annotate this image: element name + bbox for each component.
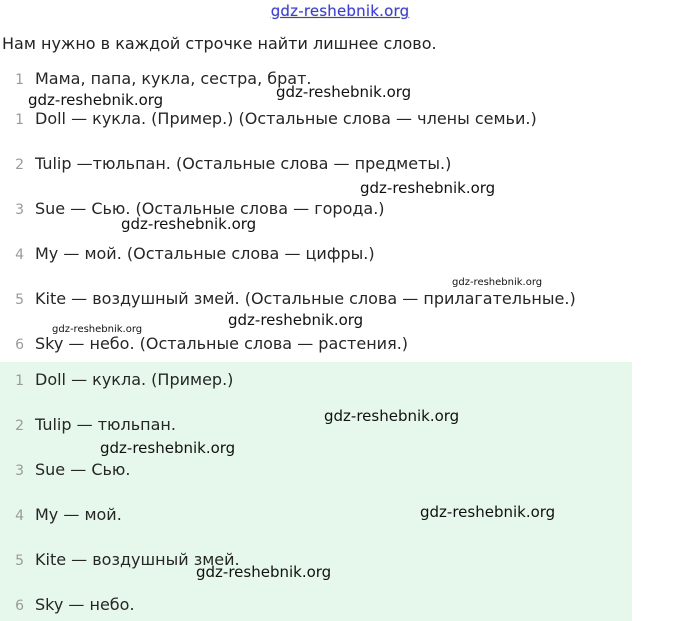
item-number: 3 [15, 202, 24, 218]
item-number: 5 [15, 292, 24, 308]
list-item [0, 242, 375, 266]
item-number: 6 [15, 598, 24, 614]
watermark: gdz-reshebnik.org [360, 179, 496, 197]
item-text: Sue — Сью. (Остальные слова — города.) [35, 199, 385, 218]
site-header-link[interactable]: gdz-reshebnik.org [270, 2, 410, 20]
item-text: Tulip — тюльпан. [35, 415, 176, 434]
item-text: Doll — кукла. (Пример.) (Остальные слова — члены семьи.) [35, 109, 537, 128]
watermark: gdz-reshebnik.org [100, 439, 236, 457]
task-intro: Нам нужно в каждой строчке найти лишнее слово. [2, 34, 437, 53]
watermark: gdz-reshebnik.org [28, 91, 164, 109]
item-number: 1 [15, 112, 24, 128]
item-text: Doll — кукла. (Пример.) [35, 370, 234, 389]
list-item [0, 332, 408, 356]
watermark: gdz-reshebnik.org [452, 277, 543, 288]
watermark: gdz-reshebnik.org [228, 311, 364, 329]
answer-block [0, 362, 632, 621]
list-item [0, 152, 451, 176]
item-text: My — мой. [35, 505, 122, 524]
item-text: Sky — небо. (Остальные слова — растения.) [35, 334, 409, 353]
item-number: 3 [15, 463, 24, 479]
answer-item [0, 503, 122, 527]
item-number: 4 [15, 247, 24, 263]
answer-item [0, 413, 176, 437]
item-text: Tulip —тюльпан. (Остальные слова — предметы.) [35, 154, 452, 173]
watermark: gdz-reshebnik.org [324, 407, 460, 425]
item-number: 1 [15, 72, 24, 88]
list-item [0, 67, 311, 91]
answer-item [0, 368, 233, 392]
item-text: Мама, папа, кукла, сестра, брат. [35, 69, 312, 88]
list-item [0, 107, 537, 131]
item-number: 4 [15, 508, 24, 524]
item-number: 6 [15, 337, 24, 353]
answer-item [0, 458, 130, 482]
item-text: Kite — воздушный змей. [35, 550, 240, 569]
item-text: Sky — небо. [35, 595, 135, 614]
item-number: 1 [15, 373, 24, 389]
list-item [0, 287, 576, 311]
item-number: 5 [15, 553, 24, 569]
item-text: Sue — Сью. [35, 460, 131, 479]
watermark: gdz-reshebnik.org [196, 563, 332, 581]
item-text: My — мой. (Остальные слова — цифры.) [35, 244, 375, 263]
watermark: gdz-reshebnik.org [276, 83, 412, 101]
item-text: Kite — воздушный змей. (Остальные слова — прилагательные.) [35, 289, 576, 308]
item-number: 2 [15, 418, 24, 434]
answer-item [0, 593, 135, 617]
watermark: gdz-reshebnik.org [121, 215, 257, 233]
item-number: 2 [15, 157, 24, 173]
watermark: gdz-reshebnik.org [52, 324, 143, 335]
watermark: gdz-reshebnik.org [420, 503, 556, 521]
